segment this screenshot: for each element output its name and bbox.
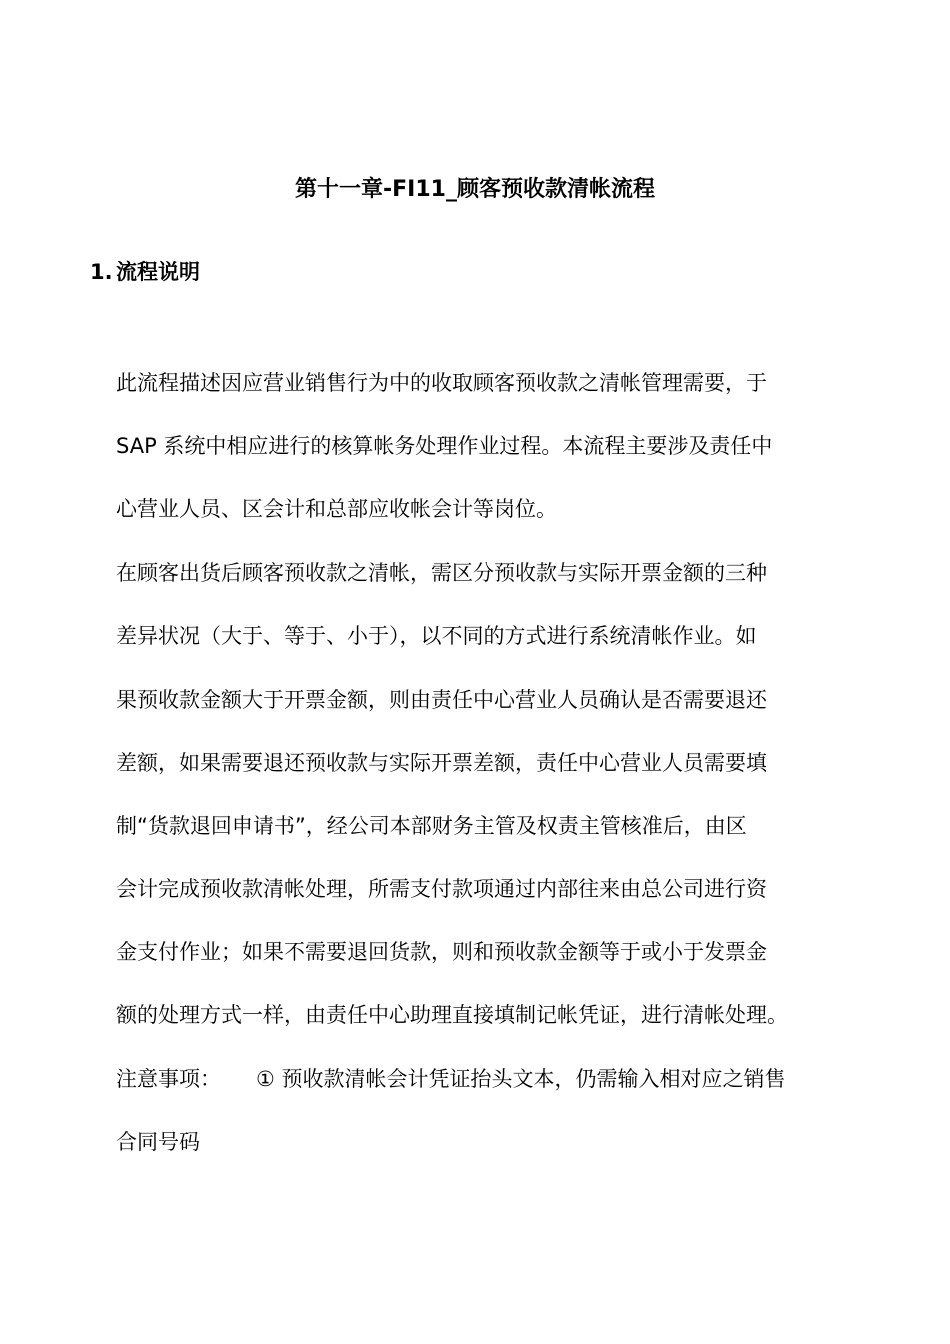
note-continuation: 合同号码	[116, 1130, 200, 1154]
section-number: 1.	[90, 260, 113, 284]
paragraph-line: 果预收款金额大于开票金额，则由责任中心营业人员确认是否需要退还	[116, 688, 767, 712]
paragraph-line: 差额，如果需要退还预收款与实际开票差额，责任中心营业人员需要填	[116, 751, 767, 775]
paragraph-line: 额的处理方式一样，由责任中心助理直接填制记帐凭证，进行清帐处理。	[116, 1003, 788, 1027]
note-text: ① 预收款清帐会计凭证抬头文本，仍需输入相对应之销售	[256, 1067, 786, 1091]
section-heading-text: 流程说明	[116, 260, 200, 284]
paragraph-line: 在顾客出货后顾客预收款之清帐，需区分预收款与实际开票金额的三种	[116, 561, 767, 585]
paragraph-line: 会计完成预收款清帐处理，所需支付款项通过内部往来由总公司进行资	[116, 877, 767, 901]
section-heading	[90, 256, 200, 288]
note-label: 注意事项：	[116, 1067, 221, 1091]
paragraph-line: 金支付作业；如果不需要退回货款，则和预收款金额等于或小于发票金	[116, 940, 767, 964]
page-title: 第十一章-FI11_顾客预收款清帐流程	[295, 177, 655, 202]
paragraph-line: 差异状况（大于、等于、小于），以不同的方式进行系统清帐作业。如	[116, 624, 757, 648]
paragraph-line: 心营业人员、区会计和总部应收帐会计等岗位。	[116, 497, 557, 521]
note-line	[116, 1063, 786, 1095]
paragraph-line: 制“货款退回申请书”，经公司本部财务主管及权责主管核准后，由区	[116, 814, 747, 838]
paragraph-line: SAP 系统中相应进行的核算帐务处理作业过程。本流程主要涉及责任中	[116, 434, 773, 458]
paragraph-line: 此流程描述因应营业销售行为中的收取顾客预收款之清帐管理需要，于	[116, 371, 767, 395]
